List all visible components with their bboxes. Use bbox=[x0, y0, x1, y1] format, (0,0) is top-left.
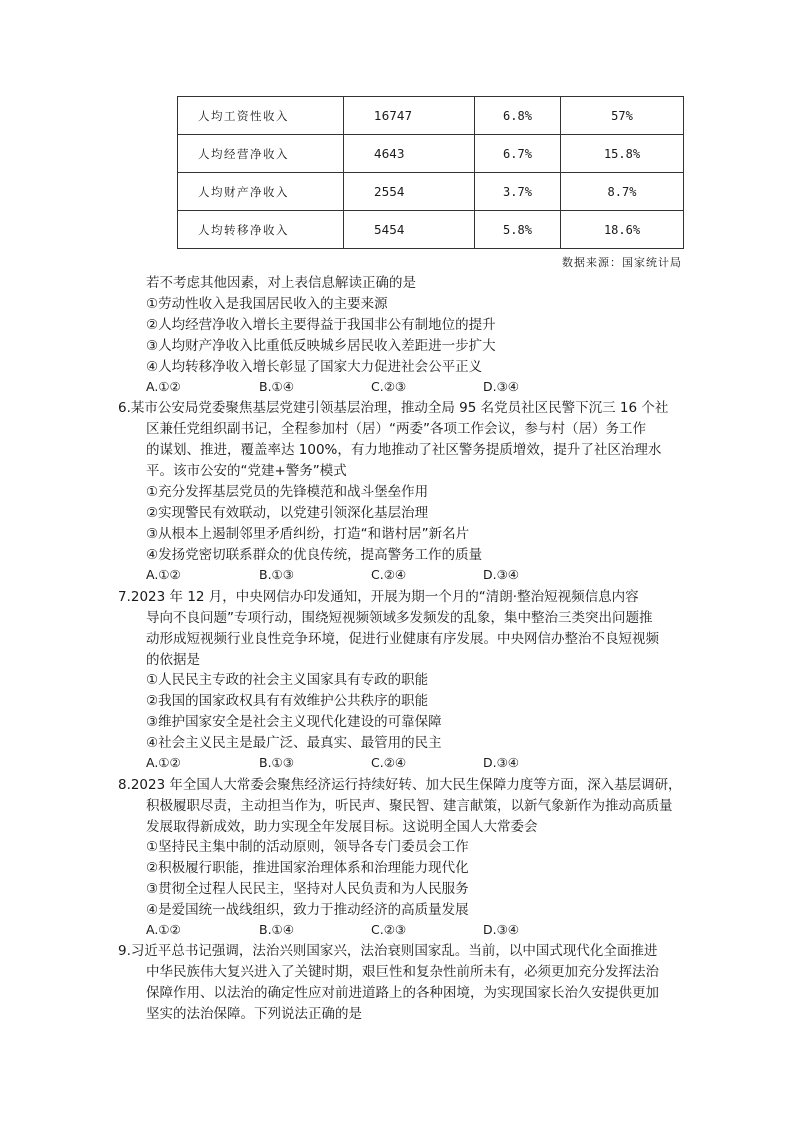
income-table bbox=[177, 96, 684, 249]
choice-b: B.①③ bbox=[259, 567, 294, 582]
choice-c: C.②③ bbox=[371, 922, 407, 937]
choice-c: C.②③ bbox=[371, 379, 407, 394]
question-7-line: 的依据是 bbox=[146, 652, 200, 668]
choice-b: B.①④ bbox=[259, 922, 294, 937]
option-1: ①人民民主专政的社会主义国家具有专政的职能 bbox=[146, 672, 429, 688]
choice-d: D.③④ bbox=[483, 567, 520, 582]
question-9-line: 中华民族伟大复兴进入了关键时期，艰巨性和复杂性前所未有，必须更加充分发挥法治 bbox=[146, 964, 659, 980]
row-value: 2554 bbox=[344, 173, 475, 211]
row-growth: 6.7% bbox=[475, 135, 561, 173]
row-share: 57% bbox=[561, 97, 684, 135]
row-label: 人均工资性收入 bbox=[178, 97, 344, 135]
row-growth: 5.8% bbox=[475, 211, 561, 249]
question-6-line: 的谋划、推进，覆盖率达 100%，有力地推动了社区警务提质增效，提升了社区治理水 bbox=[146, 442, 662, 458]
question-6-line: 区兼任党组织副书记，全程参加村（居）“两委”各项工作会议，参与村（居）务工作 bbox=[146, 421, 646, 437]
row-share: 18.6% bbox=[561, 211, 684, 249]
option-4: ④人均转移净收入增长彰显了国家大力促进社会公平正义 bbox=[146, 359, 483, 375]
question-stem: 若不考虑其他因素，对上表信息解读正确的是 bbox=[146, 275, 416, 291]
option-3: ③贯彻全过程人民民主，坚持对人民负责和为人民服务 bbox=[146, 881, 469, 897]
option-2: ②人均经营净收入增长主要得益于我国非公有制地位的提升 bbox=[146, 317, 496, 333]
data-source: 数据来源：国家统计局 bbox=[562, 256, 682, 269]
table-row bbox=[178, 173, 684, 211]
question-6-line: 平。该市公安的“党建+警务”模式 bbox=[146, 463, 347, 479]
question-8-line: 积极履职尽责，主动担当作为，听民声、聚民智、建言献策，以新气象新作为推动高质量 bbox=[146, 798, 673, 814]
row-value: 16747 bbox=[344, 97, 475, 135]
row-share: 15.8% bbox=[561, 135, 684, 173]
choice-c: C.②④ bbox=[371, 755, 407, 770]
choice-d: D.③④ bbox=[483, 922, 520, 937]
option-2: ②积极履行职能，推进国家治理体系和治理能力现代化 bbox=[146, 860, 469, 876]
choice-b: B.①③ bbox=[259, 755, 294, 770]
answer-choices bbox=[146, 565, 596, 585]
question-9-line: 坚实的法治保障。下列说法正确的是 bbox=[146, 1006, 362, 1022]
choice-c: C.②④ bbox=[371, 567, 407, 582]
option-2: ②实现警民有效联动，以党建引领深化基层治理 bbox=[146, 505, 429, 521]
table-row bbox=[178, 135, 684, 173]
choice-a: A.①② bbox=[146, 567, 181, 582]
answer-choices bbox=[146, 377, 596, 397]
answer-choices bbox=[146, 920, 596, 940]
question-8-line: 8.2023 年全国人大常委会聚焦经济运行持续好转、加大民生保障力度等方面，深入基层调研， bbox=[118, 777, 682, 793]
choice-a: A.①② bbox=[146, 379, 181, 394]
table-row bbox=[178, 97, 684, 135]
row-growth: 6.8% bbox=[475, 97, 561, 135]
option-4: ④发扬党密切联系群众的优良传统，提高警务工作的质量 bbox=[146, 547, 483, 563]
question-7-line: 动形成短视频行业良性竞争环境，促进行业健康有序发展。中央网信办整治不良短视频 bbox=[146, 631, 659, 647]
option-4: ④是爱国统一战线组织，致力于推动经济的高质量发展 bbox=[146, 902, 469, 918]
choice-a: A.①② bbox=[146, 755, 181, 770]
option-3: ③维护国家安全是社会主义现代化建设的可靠保障 bbox=[146, 714, 442, 730]
choice-a: A.①② bbox=[146, 922, 181, 937]
question-7-line: 导向不良问题”专项行动，围绕短视频领域多发频发的乱象，集中整治三类突出问题推 bbox=[146, 610, 653, 626]
question-7-line: 7.2023 年 12 月，中央网信办印发通知，开展为期一个月的“清朗·整治短视频信息内容 bbox=[118, 589, 639, 605]
choice-b: B.①④ bbox=[259, 379, 294, 394]
row-value: 4643 bbox=[344, 135, 475, 173]
row-label: 人均财产净收入 bbox=[178, 173, 344, 211]
row-label: 人均经营净收入 bbox=[178, 135, 344, 173]
question-9-line: 保障作用、以法治的确定性应对前进道路上的各种困境，为实现国家长治久安提供更加 bbox=[146, 985, 659, 1001]
table-row bbox=[178, 211, 684, 249]
row-value: 5454 bbox=[344, 211, 475, 249]
question-6-line: 6.某市公安局党委聚焦基层党建引领基层治理，推动全局 95 名党员社区民警下沉三 16 个社 bbox=[118, 400, 669, 416]
question-9-line: 9.习近平总书记强调，法治兴则国家兴，法治衰则国家乱。当前，以中国式现代化全面推进 bbox=[118, 943, 658, 959]
row-label: 人均转移净收入 bbox=[178, 211, 344, 249]
choice-d: D.③④ bbox=[483, 379, 520, 394]
choice-d: D.③④ bbox=[483, 755, 520, 770]
row-share: 8.7% bbox=[561, 173, 684, 211]
option-1: ①充分发挥基层党员的先锋模范和战斗堡垒作用 bbox=[146, 484, 429, 500]
row-growth: 3.7% bbox=[475, 173, 561, 211]
option-4: ④社会主义民主是最广泛、最真实、最管用的民主 bbox=[146, 735, 442, 751]
option-3: ③从根本上遏制邻里矛盾纠纷，打造“和谐村居”新名片 bbox=[146, 526, 470, 542]
question-8-line: 发展取得新成效，助力实现全年发展目标。这说明全国人大常委会 bbox=[146, 819, 538, 835]
option-3: ③人均财产净收入比重低反映城乡居民收入差距进一步扩大 bbox=[146, 338, 496, 354]
option-2: ②我国的国家政权具有有效维护公共秩序的职能 bbox=[146, 693, 429, 709]
answer-choices bbox=[146, 753, 596, 773]
option-1: ①劳动性收入是我国居民收入的主要来源 bbox=[146, 296, 388, 312]
option-1: ①坚持民主集中制的活动原则，领导各专门委员会工作 bbox=[146, 839, 469, 855]
